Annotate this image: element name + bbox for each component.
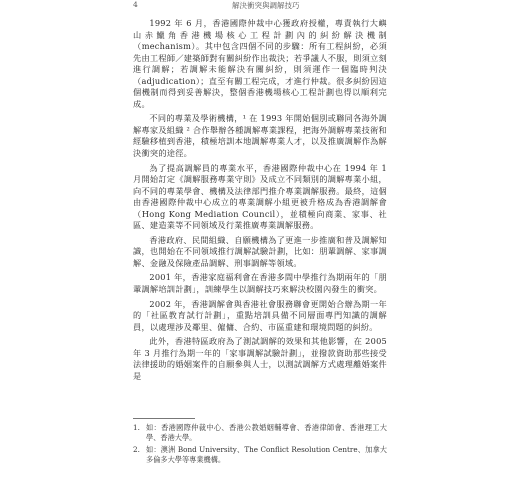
paragraph: 此外，香港特區政府為了測試調解的效果和其他影響，在 2005 年 3 月推行為期一年的「家事調解試驗計劃」，並撥款資助那些接受法律援助的婚姻案件的自願參與人士，以測試調解方式處理離婚案件是 <box>133 336 387 381</box>
footnote-number: 2. <box>133 444 140 454</box>
body-text <box>133 18 387 385</box>
paragraph: 2002 年，香港調解會與香港社會服務聯會更開始合辦為期一年的「社區教育試行計劃」，重點培訓具備不同層面專門知識的調解員，以處理涉及鄰里、僱傭、合約、市區重建和環境問題的糾紛。 <box>133 298 387 332</box>
page-number: 4 <box>133 0 138 9</box>
footnote-number: 1. <box>133 423 140 432</box>
page-header <box>0 0 520 12</box>
footnotes <box>133 423 387 466</box>
running-title: 解決衝突與調解技巧 <box>232 1 300 10</box>
footnote-text: 如：澳洲 Bond University、The Conflict Resolution Centre、加拿大多倫多大學等專業機構。 <box>146 444 387 464</box>
footnote-text: 如：香港國際仲裁中心、香港公教婚姻輔導會、香港律師會、香港理工大學、香港大學。 <box>146 423 387 443</box>
paragraph: 1992 年 6 月，香港國際仲裁中心獲政府授權，專責執行大嶼山赤鱲角香港機場核心工程計劃內的糾紛解決機制（mechanism）。其中包含四個不同的步驟：所有工程糾紛，必須先由工程師／建築師對有關糾紛作出裁決；若爭議人不服，則須立刻進行調解；若調解未能解決有關糾紛，則須運作一個臨時判決（adjudication）；直至有關工程完成，才進行仲裁。很多糾紛因這個機制而得到妥善解決，整個香港機場核心工程計劃也得以順利完成。 <box>133 18 387 109</box>
footnote-item <box>133 445 387 466</box>
footnote-item <box>133 423 387 444</box>
paragraph: 不同的專業及學術機構，¹ 在 1993 年開始個別或聯同各海外調解專家及組織 ² 合作舉辦各種調解專業課程，把海外調解專業技術和經驗移植到香港，積極培訓本地調解專業人才，以及推廣調解作為解決衝突的途徑。 <box>133 113 387 159</box>
footnote-divider <box>133 418 195 419</box>
paragraph: 香港政府、民間組織、自願機構為了更進一步推廣和普及調解知識，也開始在不同領域推行調解試驗計劃，比如：朋輩調解、家事調解、金融及保險產品調解、刑事調解等領域。 <box>133 234 387 268</box>
paragraph: 2001 年，香港家庭福利會在香港多間中學推行為期兩年的「朋輩調解培訓計劃」，訓練學生以調解技巧來解決校園內發生的衝突。 <box>133 272 387 295</box>
paragraph: 為了提高調解員的專業水平，香港國際仲裁中心在 1994 年 1 月開始訂定《調解服務專業守則》及成立不同類別的調解專業小組，向不同的專業學會、機構及法律部門推介專業調解服務。最終，這個由香港國際仲裁中心成立的專業調解小組更被升格成為香港調解會（Hong Kong Mediation Council），並積極向商業、家事、社區、建造業等不同領域及行業推廣專業調解服務。 <box>133 162 387 231</box>
